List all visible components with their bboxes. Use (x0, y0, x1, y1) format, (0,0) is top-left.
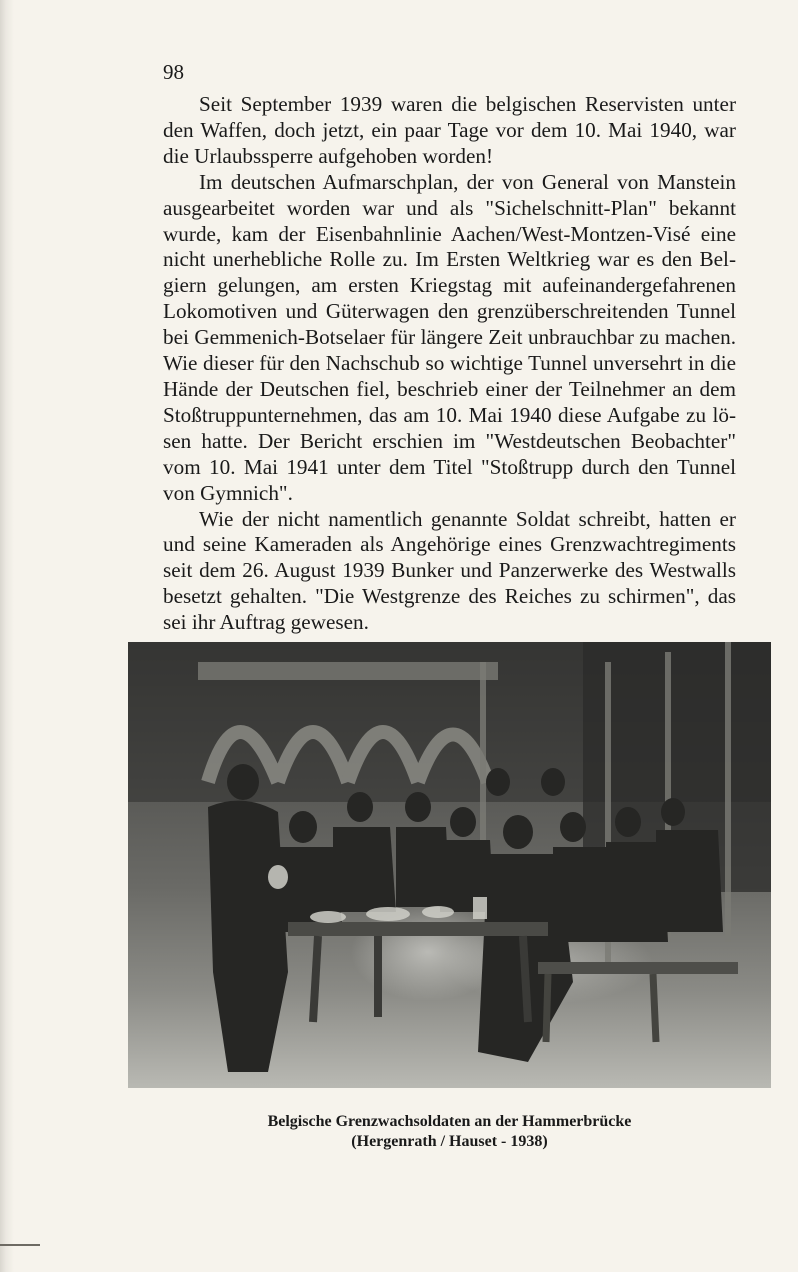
photo-illustration (128, 642, 771, 1088)
caption-line: (Hergenrath / Hauset - 1938) (351, 1133, 548, 1150)
margin-rule (0, 1244, 40, 1246)
viaduct-deck (198, 662, 498, 680)
table-top (288, 922, 548, 936)
paragraph: Wie der nicht namentlich genannte Soldat schreibt, hatten er und seine Kameraden als Angehörige eines Grenzwachtregiments seit dem 26. August 1939 Bunker und Panzerwerke des Westwalls besetzt gehalten. "Die Westgrenze des Reiches zu schirmen", das sei ihr Auftrag gewesen. (163, 506, 736, 635)
body-text (163, 92, 736, 636)
paragraph: Seit September 1939 waren die belgischen Reservisten unter den Waffen, doch jetzt, ein paar Tage vor dem 10. Mai 1940, war die Urlaubssperre aufgehoben worden! (163, 92, 736, 168)
bench (538, 962, 738, 974)
page-number: 98 (163, 60, 184, 84)
caption-line: Belgische Grenzwachsoldaten an der Hammerbrücke (267, 1113, 632, 1130)
paragraph: Im deutschen Aufmarschplan, der von General von Manstein ausgearbeitet worden war und als "Sichelschnitt-Plan" bekannt wurde, kam der Eisenbahnlinie Aachen/West-Montzen-Visé eine nicht unerhebliche Rolle zu. Im Ersten Weltkrieg war es den Belgiern gelungen, am ersten Kriegstag mit aufeinandergefahrenen Lokomotiven und Güterwagen den grenzüberschreitenden Tunnel bei Gemmenich-Botselaer für längere Zeit unbrauchbar zu machen. Wie dieser für den Nachschub so wichtige Tunnel unversehrt in die Hände der Deutschen fiel, beschrieb einer der Teilnehmer an dem Stoßtruppunternehmen, das am 10. Mai 1940 diese Aufgabe zu lösen hatte. Der Bericht erschien im "Westdeutschen Beobachter" vom 10. Mai 1941 unter dem Titel "Stoßtrupp durch den Tunnel von Gymnich". (163, 169, 736, 505)
historical-photo (128, 642, 771, 1088)
photo-caption (128, 1112, 771, 1152)
